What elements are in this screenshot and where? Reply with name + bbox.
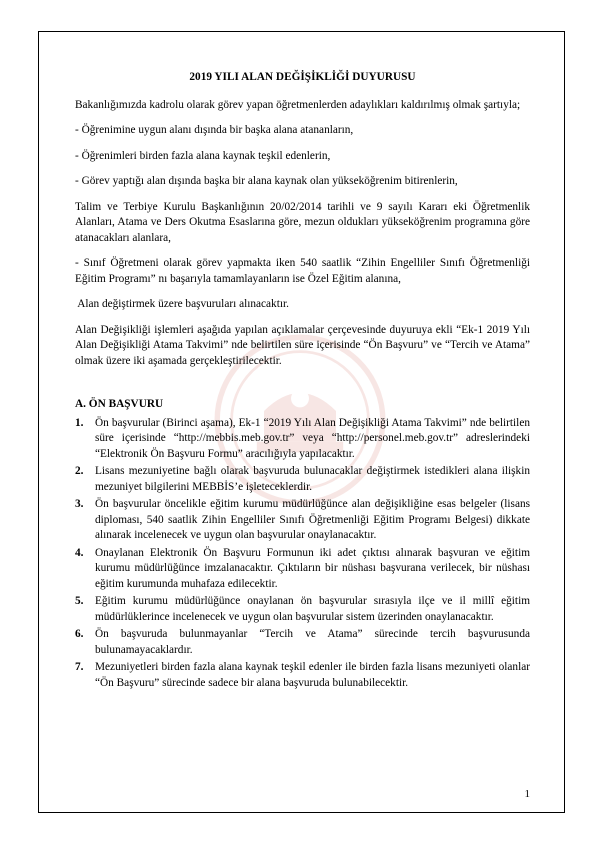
section-a-list (75, 416, 530, 692)
condition-1: - Öğrenimine uygun alanı dışında bir başka alana atananların, (75, 124, 354, 136)
document-title: 2019 YILI ALAN DEĞİŞİKLİĞİ DUYURUSU (189, 71, 416, 83)
list-item (75, 546, 530, 593)
document-body (75, 70, 530, 693)
list-item (75, 660, 530, 691)
list-item-text: Lisans mezuniyetine bağlı olarak başvuruda bulunacaklar değiştirmek istedikleri alana ilişkin mezuniyet bilgilerini MEBBİS’e işleteceklerdir. (95, 465, 530, 493)
list-item (75, 627, 530, 658)
list-item (75, 416, 530, 463)
list-item-number: 3. (75, 498, 84, 510)
page-number: 1 (524, 788, 530, 800)
spacer (75, 379, 530, 397)
list-item-number: 2. (75, 465, 84, 477)
list-item (75, 497, 530, 544)
special-education-paragraph: - Sınıf Öğretmeni olarak görev yapmakta iken 540 saatlik “Zihin Engelliler Sınıfı Öğretmenliği Eğitim Programı” nı başarıyla tamamlayanların ise Özel Eğitim alanına, (75, 257, 530, 285)
list-item-text: Mezuniyetleri birden fazla alana kaynak teşkil edenler ile birden fazla lisans mezuniyeti olanlar “Ön Başvuru” sürecinde sadece bir alana başvuruda bulunabilecektir. (95, 661, 530, 689)
list-item-number: 5. (75, 595, 84, 607)
intro-paragraph: Bakanlığımızda kadrolu olarak görev yapan öğretmenlerden adaylıkları kaldırılmış olmak şartıyla; (75, 98, 521, 111)
list-item (75, 464, 530, 495)
list-item-number: 1. (75, 416, 84, 429)
list-item-number: 7. (75, 661, 84, 673)
list-item-text: Eğitim kurumu müdürlüğünce onaylanan ön başvurular sırasıyla ilçe ve il millî eğitim müdürlüklerince incelenecek ve uygun olan başvurular sistem üzerinden onaylanacaktır. (95, 595, 530, 623)
list-item-text: Ön başvurular (Birinci aşama), Ek-1 “2019 Yılı Alan Değişikliği Atama Takvimi” nde belirtilen süre içerisinde “http://mebbis.meb.gov.tr” veya “http://personel.meb.gov.tr” adreslerindeki “Elektronik Ön Başvuru Formu” aracılığıyla yapılacaktır. (95, 416, 530, 460)
applications-paragraph: Alan değiştirmek üzere başvuruları alınacaktır. (75, 298, 289, 310)
list-item-text: Onaylanan Elektronik Ön Başvuru Formunun iki adet çıktısı alınarak başvuran ve eğitim kurumu müdürlüğünce imzalanacaktır. Çıktıların bir nüshası başvurana verilecek, bir nüshası eğitim kurumunda muhafaza edilecektir. (95, 546, 530, 590)
list-item-text: Ön başvuruda bulunmayanlar “Tercih ve Atama” sürecinde tercih başvurusunda bulunamayacaklardır. (95, 628, 530, 656)
stages-paragraph: Alan Değişikliği işlemleri aşağıda yapılan açıklamalar çerçevesinde duyuruya ekli “Ek-1 2019 Yılı Alan Değişikliği Atama Takvimi” nde belirtilen süre içerisinde “Ön Başvuru” ve “Tercih ve Atama” olmak üzere iki aşamada gerçekleştirilecektir. (75, 323, 530, 367)
list-item-number: 6. (75, 628, 84, 640)
list-item-number: 4. (75, 546, 84, 559)
condition-2: - Öğrenimleri birden fazla alana kaynak teşkil edenlerin, (75, 149, 331, 162)
condition-3: - Görev yaptığı alan dışında başka bir alana kaynak olan yükseköğrenim bitirenlerin, (75, 175, 458, 187)
board-decision-paragraph: Talim ve Terbiye Kurulu Başkanlığının 20/02/2014 tarihli ve 9 sayılı Kararı eki Öğretmenlik Alanları, Atama ve Ders Okutma Esaslarına göre, mezun oldukları yükseköğrenim programına göre atanacakları alanlara, (75, 200, 530, 244)
list-item (75, 594, 530, 625)
section-a-heading: A. ÖN BAŞVURU (75, 398, 164, 410)
list-item-text: Ön başvurular öncelikle eğitim kurumu müdürlüğünce alan değişikliğine esas belgeler (lisans diploması, 540 saatlik Zihin Engelliler Sınıfı Öğretmenliği Eğitim Programı Belgesi) dikkate alınarak incelenecek ve uygun olan başvurular onaylanacaktır. (95, 498, 530, 541)
